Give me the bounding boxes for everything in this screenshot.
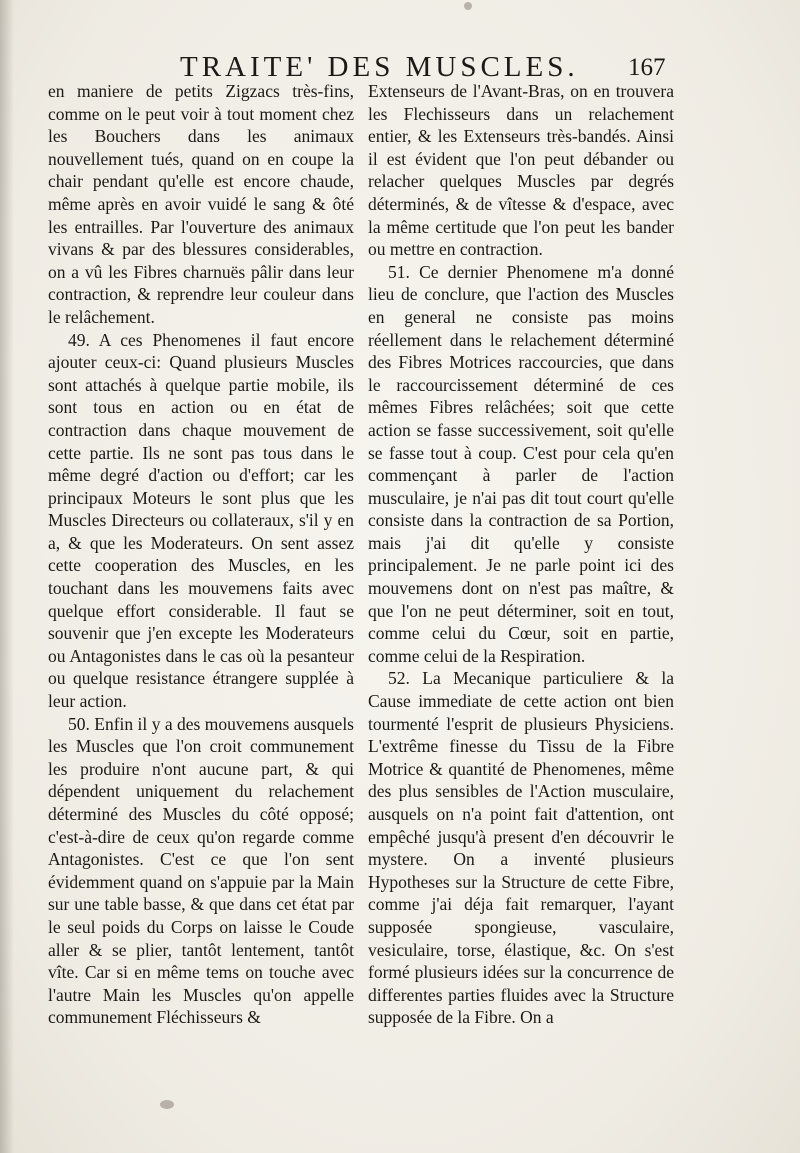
ink-smudge	[160, 1100, 174, 1109]
running-title: TRAITE' DES MUSCLES.	[180, 51, 579, 83]
paragraph: 52. La Mecanique particuliere & la Cause immediate de cette action ont bien tourmenté l'esprit de plusieurs Physiciens. L'extrême finesse du Tissu de la Fibre Motrice & quantité de Phenomenes, même des plus sensibles de l'Action musculaire, ausquels on n'a point fait d'attention, ont empêché jusqu'à present d'en découvrir le mystere. On a inventé plusieurs Hypotheses sur la Structure de cette Fibre, comme j'ai déja fait remarquer, l'ayant supposée spongieuse, vasculaire, vesiculaire, torse, élastique, &c. On s'est formé plusieurs idées sur la concurrence de differentes parties fluides avec la Structure supposée de la Fibre. On a	[368, 668, 674, 1028]
paragraph: Extenseurs de l'Avant-Bras, on en trouvera les Flechisseurs dans un relachement entier, & les Extenseurs très-bandés. Ainsi il est évident que l'on peut débander ou relacher quelques Muscles par degrés déterminés, & de vîtesse & d'espace, avec la même certitude que l'on peut les bander ou mettre en contraction.	[368, 81, 674, 260]
paragraph: 50. Enfin il y a des mouvemens ausquels les Muscles que l'on croit communement les produire n'ont aucune part, & qui dépendent uniquement du relachement déterminé des Muscles du côté opposé; c'est-à-dire de ceux qu'on regarde comme Antagonistes. C'est ce que l'on sent évidemment quand on s'appuie par la Main sur une table basse, & que dans cet état par le seul poids du Corps on laisse le Coude aller & se plier, tantôt lentement, tantôt vîte. Car si en même tems on touche avec l'autre Main les Muscles qu'on appelle communement Fléchisseurs &	[48, 713, 354, 1028]
paragraph: 49. A ces Phenomenes il faut encore ajouter ceux-ci: Quand plusieurs Muscles sont attachés à quelque partie mobile, ils sont tous en action ou en état de contraction dans chaque mouvement de cette partie. Ils ne sont pas tous dans le même degré d'action ou d'effort; car les principaux Moteurs le sont plus que les Muscles Directeurs ou collateraux, s'il y en a, & que les Moderateurs. On sent assez cette cooperation des Muscles, en les touchant dans les mouvemens faits avec quelque effort considerable. Il faut se souvenir que j'en excepte les Moderateurs ou Antagonistes dans le cas où la pesanteur ou quelque resistance étrangere supplée à leur action.	[48, 329, 354, 712]
left-text-column	[48, 80, 354, 1029]
paragraph: en maniere de petits Zigzacs très-fins, comme on le peut voir à tout moment chez les Bouchers dans les animaux nouvellement tués, quand on en coupe la chair pendant qu'elle est encore chaude, même après en avoir vuidé le sang & ôté les entrailles. Par l'ouverture des animaux vivans & par des blessures considerables, on a vû les Fibres charnuës pâlir dans leur contraction, & reprendre leur couleur dans le relâchement.	[48, 81, 354, 327]
page-number: 167	[628, 54, 666, 81]
paragraph: 51. Ce dernier Phenomene m'a donné lieu de conclure, que l'action des Muscles en general ne consiste pas moins réellement dans le relachement déterminé des Fibres Motrices raccourcies, que dans le raccourcissement déterminé de ces mêmes Fibres relâchées; soit que cette action se fasse successivement, soit qu'elle se fasse tout à coup. C'est pour cela qu'en commençant à parler de l'action musculaire, je n'ai pas dit tout court qu'elle consiste dans la contraction de sa Portion, mais j'ai dit qu'elle y consiste principalement. Je ne parle point ici des mouvemens dont on n'est pas maître, & que l'on ne peut déterminer, soit en tout, comme celui du Cœur, soit en partie, comme celui de la Respiration.	[368, 261, 674, 666]
right-text-column	[368, 80, 674, 1029]
ink-smudge	[464, 2, 472, 10]
page-edge-shadow	[0, 0, 14, 1153]
